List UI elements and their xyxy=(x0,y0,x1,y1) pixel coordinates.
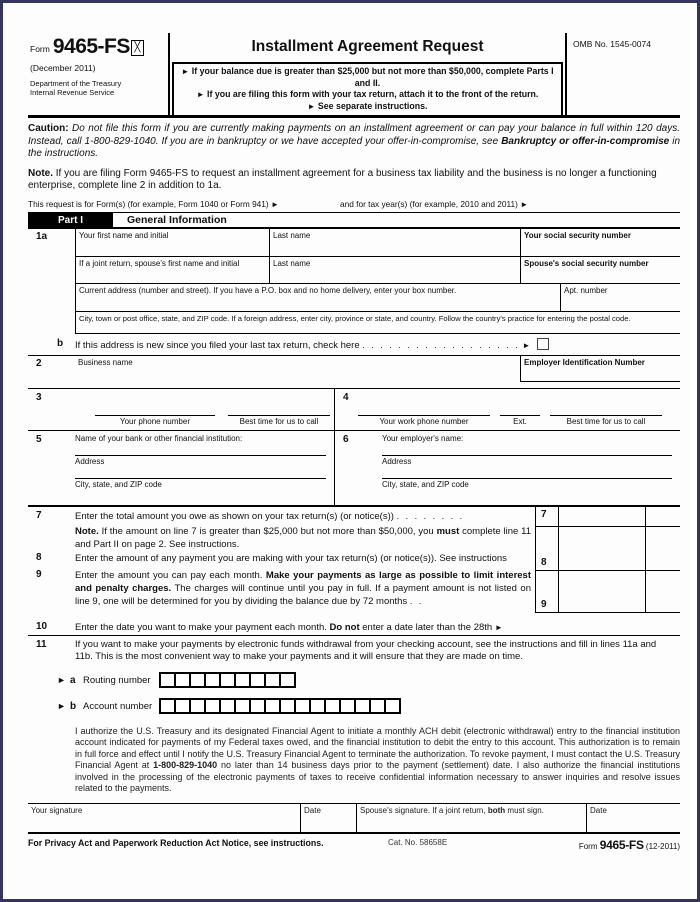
spouse-last-name-field[interactable]: Last name xyxy=(269,257,520,284)
amount-label-8: 8 xyxy=(536,527,559,570)
part1-header xyxy=(28,212,680,229)
leader-dots: . . xyxy=(409,595,424,606)
your-signature-field[interactable]: Your signature xyxy=(31,806,83,816)
omb-number: OMB No. 1545-0074 xyxy=(565,33,680,115)
instruction-bullets-box xyxy=(172,62,563,115)
arrow-icon: ► xyxy=(181,67,190,76)
authorization-paragraph xyxy=(75,726,680,796)
revision-date: (December 2011) xyxy=(30,63,96,73)
arrow-icon: ► xyxy=(196,90,205,99)
line9-bold: Make your payments as large as possible to limit interest and penalty charges. xyxy=(75,569,531,594)
rows-7-9 xyxy=(28,507,680,613)
line10-text-2: enter a date later than the 28th xyxy=(362,621,493,633)
amount-row-7 xyxy=(536,507,680,527)
form-number-row xyxy=(30,37,164,56)
ssn-field[interactable]: Your social security number xyxy=(520,229,680,257)
footer-form-word: Form xyxy=(578,842,598,852)
bank-name-field[interactable]: Name of your bank or other financial institution: xyxy=(75,433,243,443)
row-11b xyxy=(28,697,680,716)
form-id-block xyxy=(28,33,170,115)
agency-line1: Department of the Treasury xyxy=(30,79,122,88)
work-phone-field[interactable]: Your work phone number xyxy=(358,415,490,426)
bullet-line-2 xyxy=(178,89,557,101)
footer-form-revision: (12-2011) xyxy=(645,842,680,852)
arrow-icon: ► xyxy=(522,340,531,350)
arrow-icon: ► xyxy=(57,701,66,711)
line10-text-1: Enter the date you want to make your payment each month. xyxy=(75,621,327,633)
account-number-boxes[interactable] xyxy=(161,698,401,714)
line-number-1b: b xyxy=(57,337,64,349)
line-label-11a: a xyxy=(70,674,76,686)
amount-input-8[interactable] xyxy=(559,527,646,570)
leader-dots: . . . . . . . . xyxy=(396,510,465,521)
note-label: Note. xyxy=(28,167,53,179)
amount-label-9: 9 xyxy=(536,571,559,612)
spouse-first-name-field[interactable]: If a joint return, spouse's first name and initial xyxy=(76,257,269,284)
arrow-icon: ► xyxy=(307,101,316,111)
bullet-text-3: See separate instructions. xyxy=(317,100,428,111)
line-number-8: 8 xyxy=(36,551,42,563)
last-name-field[interactable]: Last name xyxy=(269,229,520,257)
row-10 xyxy=(28,617,680,636)
arrow-icon[interactable]: ► xyxy=(520,199,529,209)
x-placeholder-icon: ╳ xyxy=(131,40,144,56)
row-2 xyxy=(28,356,680,389)
line-label-11b: b xyxy=(70,700,77,712)
row-1a-spouse xyxy=(28,257,680,284)
form-9465-fs xyxy=(28,33,680,852)
row-1b xyxy=(28,334,680,356)
privacy-act-notice: For Privacy Act and Paperwork Reduction Act Notice, see instructions. xyxy=(28,838,324,849)
employer-address-field[interactable]: Address xyxy=(382,455,672,466)
signature-date-field[interactable]: Date xyxy=(300,804,356,832)
line-number-11: 11 xyxy=(36,638,47,650)
signature-row xyxy=(28,803,680,832)
request-forms-label: This request is for Form(s) (for example, Form 1040 or Form 941) ► xyxy=(28,198,279,209)
bank-address-field[interactable]: Address xyxy=(75,455,326,466)
line9-text-1: Enter the amount you can pay each month. xyxy=(75,569,263,581)
line-number-5: 5 xyxy=(36,433,42,445)
arrow-icon[interactable]: ► xyxy=(494,622,503,632)
row-1a-city xyxy=(28,312,680,334)
line7-note-label: Note. xyxy=(75,525,99,537)
form-number: 9465-FS xyxy=(52,35,130,58)
footer-form-id xyxy=(528,838,680,852)
line9-text-2: The charges will continue until you pay in full. If a payment amount is not listed on line 9, one will be determined for you by dividing the balance due by 72 months xyxy=(75,582,532,607)
request-years-label: and for tax year(s) (for example, 2010 and 2011) ► xyxy=(340,198,529,209)
arrow-icon[interactable]: ► xyxy=(271,199,279,209)
line7-note-2: complete line 11 and Part II on page 2. See instructions. xyxy=(75,525,532,550)
line7-note-bold: must xyxy=(436,525,460,537)
routing-number-label: Routing number xyxy=(83,674,151,686)
line-number-3: 3 xyxy=(36,391,42,403)
form-word-label: Form xyxy=(30,44,50,54)
routing-digit-box[interactable] xyxy=(279,672,296,688)
account-number-label: Account number xyxy=(83,700,153,712)
amount-row-9 xyxy=(536,571,680,613)
bank-city-field[interactable]: City, state, and ZIP code xyxy=(75,478,326,489)
line-number-9: 9 xyxy=(36,568,42,580)
header-divider xyxy=(28,115,680,118)
row-1a-names xyxy=(28,229,680,257)
city-state-zip-field[interactable]: City, town or post office, state, and ZIP code. If a foreign address, enter city, province or state, and country. Follow the country's practice for entering the postal code. xyxy=(76,312,680,334)
caution-paragraph xyxy=(28,123,680,161)
ein-field[interactable]: Employer Identification Number xyxy=(520,356,680,382)
agency-name xyxy=(30,80,164,97)
caution-label: Caution: xyxy=(28,123,69,134)
request-line xyxy=(28,199,680,212)
bullet-line-3 xyxy=(178,101,557,113)
spouse-signature-bold: both xyxy=(487,806,506,816)
first-name-field[interactable]: Your first name and initial xyxy=(76,229,269,257)
rows-5-6 xyxy=(28,431,680,507)
line-number-2: 2 xyxy=(36,357,42,369)
leader-dots: . . . . . . . . . . . . . . . . . . xyxy=(362,339,520,350)
note-text: If you are filing Form 9465-FS to request an installment agreement for a business tax liability and the business is no longer a functioning enterprise, complete line 2 in addition to 1a. xyxy=(28,167,657,191)
cents-input-8[interactable] xyxy=(646,527,680,570)
row-1a-address xyxy=(28,284,680,312)
bullet-line-1 xyxy=(178,66,557,89)
line-number-7: 7 xyxy=(36,509,42,521)
spouse-signature-field[interactable]: Spouse's signature. If a joint return, both must sign. xyxy=(356,804,586,832)
routing-number-boxes[interactable] xyxy=(161,672,296,688)
footer-form-number: 9465-FS xyxy=(599,838,644,853)
bullet-text-1: If your balance due is greater than $25,000 but not more than $50,000, complete Parts I and II. xyxy=(191,66,554,88)
row-11 xyxy=(28,639,680,664)
employer-name-field[interactable]: Your employer's name: xyxy=(382,433,464,443)
spouse-ssn-field[interactable]: Spouse's social security number xyxy=(520,257,680,284)
new-address-checkbox[interactable] xyxy=(537,338,549,350)
row-6 xyxy=(335,431,680,505)
amount-input-7[interactable] xyxy=(559,507,646,526)
part1-title: General Information xyxy=(127,213,227,226)
form-header xyxy=(28,33,680,115)
agency-line2: Internal Revenue Service xyxy=(30,87,115,97)
employer-city-field[interactable]: City, state, and ZIP code xyxy=(382,478,672,489)
caution-bold: Bankruptcy or offer-in-compromise xyxy=(501,135,670,147)
line7-text: Enter the total amount you owe as shown on your tax return(s) (or notice(s)) xyxy=(75,510,394,522)
row-5 xyxy=(28,431,335,505)
row-8 xyxy=(28,552,535,569)
authorization-text-1: I authorize the U.S. Treasury and its designated Financial Agent to initiate a monthly ACH debit (electronic withdrawal) entry to the financial institution account indicated for payments of my Federal taxes owed, and the financial institution to debit the entry to this account. This authorization is to remain in full force and effect until I notify the U.S. Treasury Financial Agent to terminate the authorization. To revoke payment, I must contact the U.S. Treasury Financial Agent at xyxy=(75,725,680,771)
row-9 xyxy=(28,569,535,613)
best-time-field[interactable]: Best time for us to call xyxy=(228,415,330,426)
amount-label-7: 7 xyxy=(536,507,559,526)
authorization-text-2: no later than 14 business days prior to the payment (settlement) date. I also authorize the financial institutions involved in the processing of the electronic payments of taxes to receive confidential information necessary to answer inquiries and resolve issues related to the payments. xyxy=(75,760,680,794)
catalog-number: Cat. No. 58658E xyxy=(388,838,448,848)
line-number-6: 6 xyxy=(343,433,349,445)
caution-text-1: Do not file this form if you are currently making payments on an installment agreement or can pay your balance in full within 120 days. Instead, call 1-800-829-1040. If you are in bankruptcy or we have accepted your offer-in-compromise, see xyxy=(28,123,680,147)
cents-input-9[interactable] xyxy=(646,571,680,612)
apt-number-field[interactable]: Apt. number xyxy=(560,284,680,312)
header-center xyxy=(170,33,565,115)
ext-field[interactable]: Ext. xyxy=(500,415,540,426)
bullet-text-2: If you are filing this form with your tax return, attach it to the front of the return. xyxy=(207,89,539,99)
row-7-note xyxy=(28,525,535,552)
part1-label: Part I xyxy=(28,213,113,227)
cents-input-7[interactable] xyxy=(646,507,680,526)
arrow-icon: ► xyxy=(57,675,66,685)
line11-text: If you want to make your payments by electronic funds withdrawal from your checking account, see the instructions and fill in lines 11a and 11b. This is the most convenient way to make your payments and it will ensure that they are made on time. xyxy=(75,638,657,662)
spouse-date-field[interactable]: Date xyxy=(586,804,680,832)
line8-text: Enter the amount of any payment you are making with your tax return(s) (or notice(s)). See instructions xyxy=(75,552,507,564)
account-digit-box[interactable] xyxy=(384,698,401,714)
home-phone-field[interactable]: Your phone number xyxy=(95,415,215,426)
line-number-10: 10 xyxy=(36,620,48,632)
line10-bold: Do not xyxy=(329,621,360,633)
amount-input-9[interactable] xyxy=(559,571,646,612)
row-11a xyxy=(28,671,680,690)
amount-table xyxy=(535,507,680,613)
business-name-field[interactable]: Business name xyxy=(78,357,133,367)
amount-row-8 xyxy=(536,527,680,571)
note-paragraph xyxy=(28,168,680,192)
line7-note-1: If the amount on line 7 is greater than $25,000 but not more than $50,000, you xyxy=(101,525,434,537)
form-title: Installment Agreement Request xyxy=(251,38,484,55)
work-best-time-field[interactable]: Best time for us to call xyxy=(550,415,662,426)
line-number-4: 4 xyxy=(343,391,349,403)
row-3 xyxy=(28,389,335,430)
row-7 xyxy=(28,507,535,525)
row-4 xyxy=(335,389,680,430)
current-address-field[interactable]: Current address (number and street). If you have a P.O. box and no home delivery, enter your box number. xyxy=(76,284,560,312)
caution-text-2: in the instructions. xyxy=(28,135,681,159)
line-number-1a: 1a xyxy=(36,230,48,242)
form-footer xyxy=(28,832,680,852)
authorization-phone: 1-800-829-1040 xyxy=(153,760,218,771)
address-new-label: If this address is new since you filed your last tax return, check here xyxy=(75,339,360,351)
rows-3-4 xyxy=(28,389,680,431)
